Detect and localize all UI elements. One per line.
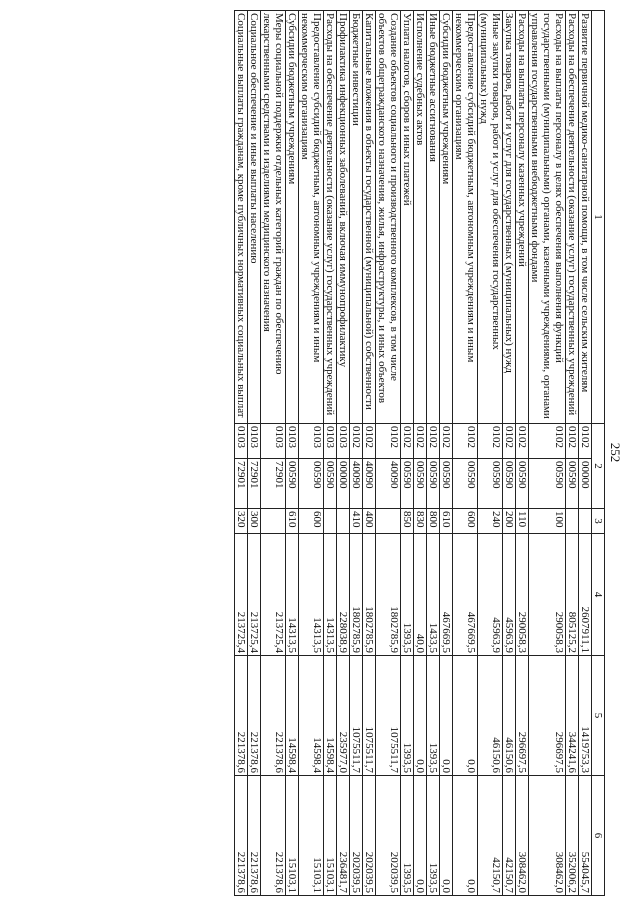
target-code: 00590 bbox=[566, 459, 579, 509]
target-code: 40090 bbox=[350, 459, 363, 509]
row-name: Социальное обеспечение и иные выплаты населению bbox=[248, 11, 261, 424]
value-col-6: 221378,6 bbox=[248, 776, 261, 896]
row-name: Иные закупки товаров, работ и услуг для обеспечения государственных (муниципальных) нужд bbox=[478, 11, 503, 424]
row-name: Расходы на обеспечение деятельности (оказание услуг) государственных учреждений bbox=[566, 11, 579, 424]
value-col-6: 0,0 bbox=[453, 776, 478, 896]
table-row bbox=[363, 11, 376, 896]
value-col-5: 1075511,7 bbox=[376, 656, 401, 776]
value-col-6: 221378,6 bbox=[235, 776, 248, 896]
table-row bbox=[376, 11, 401, 896]
table-row bbox=[566, 11, 579, 896]
expense-type-code: 240 bbox=[478, 509, 503, 534]
table-row bbox=[248, 11, 261, 896]
table-row bbox=[337, 11, 350, 896]
value-col-5: 14598,4 bbox=[324, 656, 337, 776]
value-col-4: 1802785,9 bbox=[376, 534, 401, 656]
value-col-6: 308462,0 bbox=[516, 776, 529, 896]
value-col-6: 308462,0 bbox=[529, 776, 566, 896]
value-col-5: 221378,6 bbox=[248, 656, 261, 776]
value-col-4: 228038,9 bbox=[337, 534, 350, 656]
value-col-4: 290058,3 bbox=[516, 534, 529, 656]
value-col-6: 202039,5 bbox=[363, 776, 376, 896]
section-code: 0102 bbox=[363, 424, 376, 459]
row-name: Бюджетные инвестиции bbox=[350, 11, 363, 424]
value-col-4: 1802785,9 bbox=[363, 534, 376, 656]
section-code: 0103 bbox=[235, 424, 248, 459]
value-col-6: 15103,1 bbox=[299, 776, 324, 896]
target-code: 72901 bbox=[248, 459, 261, 509]
table-row bbox=[453, 11, 478, 896]
value-col-5: 344241,6 bbox=[566, 656, 579, 776]
expense-type-code: 600 bbox=[299, 509, 324, 534]
value-col-6: 15103,1 bbox=[286, 776, 299, 896]
expense-type-code: 100 bbox=[529, 509, 566, 534]
expense-type-code: 610 bbox=[440, 509, 453, 534]
row-name: Расходы на выплаты персоналу в целях обеспечения выполнения функций государственными (муниципальными) органами, казенными учреждениями, органами управления государственными внебюджетными фондами bbox=[529, 11, 566, 424]
value-col-6: 202039,5 bbox=[350, 776, 363, 896]
expense-type-code bbox=[376, 509, 401, 534]
value-col-5: 1075511,7 bbox=[363, 656, 376, 776]
value-col-4: 45963,9 bbox=[503, 534, 516, 656]
col-header-3: 3 bbox=[592, 509, 605, 534]
value-col-5: 1419753,3 bbox=[579, 656, 592, 776]
value-col-4: 14313,5 bbox=[286, 534, 299, 656]
value-col-4: 213725,4 bbox=[261, 534, 286, 656]
expense-type-code: 850 bbox=[401, 509, 414, 534]
value-col-4: 213725,4 bbox=[235, 534, 248, 656]
section-code: 0103 bbox=[324, 424, 337, 459]
col-header-6: 6 bbox=[592, 776, 605, 896]
value-col-4: 2607911,1 bbox=[579, 534, 592, 656]
section-code: 0102 bbox=[350, 424, 363, 459]
value-col-4: 467669,5 bbox=[453, 534, 478, 656]
col-header-5: 5 bbox=[592, 656, 605, 776]
value-col-5: 14598,4 bbox=[286, 656, 299, 776]
row-name: Закупка товаров, работ и услуг для государственных (муниципальных) нужд bbox=[503, 11, 516, 424]
table-row bbox=[414, 11, 427, 896]
col-header-1: 1 bbox=[592, 11, 605, 424]
value-col-5: 1393,5 bbox=[427, 656, 440, 776]
value-col-5: 46150,6 bbox=[503, 656, 516, 776]
table-row bbox=[350, 11, 363, 896]
value-col-5: 0,0 bbox=[440, 656, 453, 776]
value-col-6: 221378,6 bbox=[261, 776, 286, 896]
value-col-5: 1075511,7 bbox=[350, 656, 363, 776]
expense-type-code bbox=[579, 509, 592, 534]
target-code: 40090 bbox=[376, 459, 401, 509]
value-col-4: 1802785,9 bbox=[350, 534, 363, 656]
value-col-5: 14598,4 bbox=[299, 656, 324, 776]
expense-type-code: 600 bbox=[453, 509, 478, 534]
value-col-4: 14313,5 bbox=[324, 534, 337, 656]
row-name: Исполнение судебных актов bbox=[414, 11, 427, 424]
value-col-6: 352006,2 bbox=[566, 776, 579, 896]
target-code: 00590 bbox=[440, 459, 453, 509]
value-col-6: 1393,5 bbox=[427, 776, 440, 896]
section-code: 0102 bbox=[529, 424, 566, 459]
value-col-5: 296697,5 bbox=[516, 656, 529, 776]
table-row bbox=[299, 11, 324, 896]
row-name: Субсидии бюджетным учреждениям bbox=[440, 11, 453, 424]
value-col-4: 467669,5 bbox=[440, 534, 453, 656]
value-col-5: 46150,6 bbox=[478, 656, 503, 776]
section-code: 0102 bbox=[376, 424, 401, 459]
row-name: Социальные выплаты гражданам, кроме публичных нормативных социальных выплат bbox=[235, 11, 248, 424]
row-name: Профилактика инфекционных заболеваний, включая иммунопрофилактику bbox=[337, 11, 350, 424]
target-code: 00590 bbox=[324, 459, 337, 509]
target-code: 00590 bbox=[503, 459, 516, 509]
value-col-6: 42150,7 bbox=[478, 776, 503, 896]
expense-type-code bbox=[566, 509, 579, 534]
target-code: 00590 bbox=[453, 459, 478, 509]
value-col-6: 202039,5 bbox=[376, 776, 401, 896]
value-col-6: 42150,7 bbox=[503, 776, 516, 896]
value-col-4: 14313,5 bbox=[299, 534, 324, 656]
value-col-5: 296697,5 bbox=[529, 656, 566, 776]
value-col-6: 236481,7 bbox=[337, 776, 350, 896]
expense-type-code: 400 bbox=[363, 509, 376, 534]
value-col-4: 1393,5 bbox=[401, 534, 414, 656]
header-row bbox=[592, 11, 605, 896]
table-body bbox=[235, 11, 592, 896]
value-col-6: 554045,7 bbox=[579, 776, 592, 896]
expense-type-code: 830 bbox=[414, 509, 427, 534]
section-code: 0102 bbox=[579, 424, 592, 459]
target-code: 00590 bbox=[529, 459, 566, 509]
value-col-5: 221378,6 bbox=[235, 656, 248, 776]
table-row bbox=[401, 11, 414, 896]
value-col-5: 0,0 bbox=[453, 656, 478, 776]
target-code: 00590 bbox=[427, 459, 440, 509]
row-name: Предоставление субсидий бюджетным, автономным учреждениям и иным некоммерческим организациям bbox=[453, 11, 478, 424]
expense-type-code bbox=[324, 509, 337, 534]
budget-table bbox=[234, 10, 605, 896]
expense-type-code: 320 bbox=[235, 509, 248, 534]
section-code: 0103 bbox=[286, 424, 299, 459]
page-number: 252 bbox=[608, 442, 623, 463]
value-col-4: 213725,4 bbox=[248, 534, 261, 656]
target-code: 72901 bbox=[261, 459, 286, 509]
section-code: 0102 bbox=[453, 424, 478, 459]
target-code: 72901 bbox=[235, 459, 248, 509]
row-name: Уплата налогов, сборов и иных платежей bbox=[401, 11, 414, 424]
section-code: 0102 bbox=[503, 424, 516, 459]
table-row bbox=[324, 11, 337, 896]
value-col-6: 15103,1 bbox=[324, 776, 337, 896]
expense-type-code: 610 bbox=[286, 509, 299, 534]
table-row bbox=[235, 11, 248, 896]
target-code: 00590 bbox=[516, 459, 529, 509]
col-header-2: 2 bbox=[592, 424, 605, 509]
row-name: Капитальные вложения в объекты государственной (муниципальной) собственности bbox=[363, 11, 376, 424]
target-code: 40090 bbox=[363, 459, 376, 509]
value-col-5: 0,0 bbox=[414, 656, 427, 776]
value-col-5: 1393,5 bbox=[401, 656, 414, 776]
expense-type-code bbox=[337, 509, 350, 534]
expense-type-code: 300 bbox=[248, 509, 261, 534]
row-name: Субсидии бюджетным учреждениям bbox=[286, 11, 299, 424]
section-code: 0102 bbox=[414, 424, 427, 459]
value-col-4: 290058,3 bbox=[529, 534, 566, 656]
table-row bbox=[579, 11, 592, 896]
expense-type-code: 410 bbox=[350, 509, 363, 534]
target-code: 00590 bbox=[299, 459, 324, 509]
section-code: 0103 bbox=[261, 424, 286, 459]
value-col-4: 45963,9 bbox=[478, 534, 503, 656]
expense-type-code: 200 bbox=[503, 509, 516, 534]
expense-type-code: 800 bbox=[427, 509, 440, 534]
target-code: 00000 bbox=[337, 459, 350, 509]
value-col-6: 0,0 bbox=[440, 776, 453, 896]
value-col-4: 40,0 bbox=[414, 534, 427, 656]
section-code: 0103 bbox=[299, 424, 324, 459]
section-code: 0102 bbox=[478, 424, 503, 459]
row-name: Меры социальной поддержки отдельных категорий граждан по обеспечению лекарственными средствами и изделиями медицинского назначения bbox=[261, 11, 286, 424]
col-header-4: 4 bbox=[592, 534, 605, 656]
target-code: 00590 bbox=[401, 459, 414, 509]
value-col-5: 221378,6 bbox=[261, 656, 286, 776]
row-name: Расходы на выплаты персоналу казенных учреждений bbox=[516, 11, 529, 424]
target-code: 00590 bbox=[286, 459, 299, 509]
section-code: 0102 bbox=[401, 424, 414, 459]
table-row bbox=[478, 11, 503, 896]
value-col-6: 1393,5 bbox=[401, 776, 414, 896]
row-name: Создание объектов социального и производственного комплексов, в том числе объектов общегражданского назначения, жилья, инфраструктуры, и иных объектов bbox=[376, 11, 401, 424]
target-code: 00000 bbox=[579, 459, 592, 509]
expense-type-code: 110 bbox=[516, 509, 529, 534]
value-col-4: 1433,5 bbox=[427, 534, 440, 656]
section-code: 0102 bbox=[516, 424, 529, 459]
table-row bbox=[529, 11, 566, 896]
expense-type-code bbox=[261, 509, 286, 534]
target-code: 00590 bbox=[414, 459, 427, 509]
section-code: 0103 bbox=[337, 424, 350, 459]
table-row bbox=[427, 11, 440, 896]
value-col-5: 235977,0 bbox=[337, 656, 350, 776]
row-name: Развитие первичной медико-санитарной помощи, в том числе сельским жителям bbox=[579, 11, 592, 424]
row-name: Расходы на обеспечение деятельности (оказание услуг) государственных учреждений bbox=[324, 11, 337, 424]
section-code: 0103 bbox=[248, 424, 261, 459]
table-row bbox=[286, 11, 299, 896]
value-col-6: 0,0 bbox=[414, 776, 427, 896]
target-code: 00590 bbox=[478, 459, 503, 509]
table-row bbox=[440, 11, 453, 896]
section-code: 0102 bbox=[440, 424, 453, 459]
table-row bbox=[516, 11, 529, 896]
section-code: 0102 bbox=[566, 424, 579, 459]
row-name: Предоставление субсидий бюджетным, автономным учреждениям и иным некоммерческим организациям bbox=[299, 11, 324, 424]
table-row bbox=[503, 11, 516, 896]
table-row bbox=[261, 11, 286, 896]
row-name: Иные бюджетные ассигнования bbox=[427, 11, 440, 424]
section-code: 0102 bbox=[427, 424, 440, 459]
value-col-4: 805125,2 bbox=[566, 534, 579, 656]
